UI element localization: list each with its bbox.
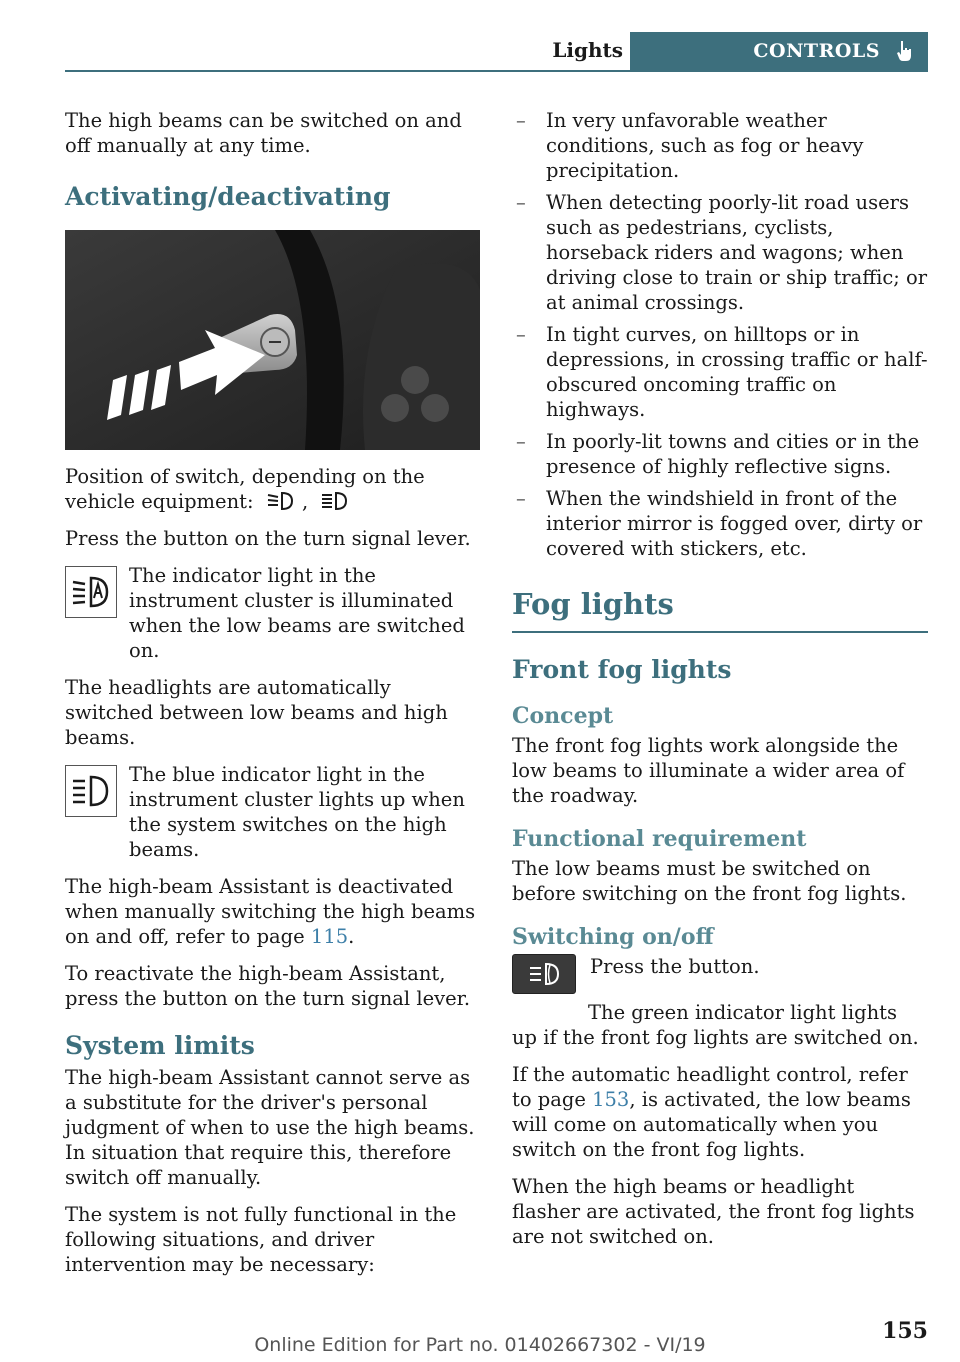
- heading-activating: Activating/deactivating: [65, 182, 391, 211]
- limits-paragraph-1: The high-beam Assistant cannot serve as a substitute for the driver's personal judgment of when to use the high beams. In situation that require this, therefore switch off manually.: [65, 1066, 475, 1189]
- list-item: – When the windshield in front of the interior mirror is fogged over, dirty or covered with stickers, etc.: [512, 486, 928, 561]
- page-header: [65, 32, 928, 72]
- pointing-hand-icon: [892, 39, 916, 63]
- list-item: – When detecting poorly-lit road users such as pedestrians, cyclists, horseback riders and wagons; when driving close to train or ship traffic; or at animal crossings.: [512, 190, 928, 315]
- press-button-paragraph: Press the button on the turn signal lever.: [65, 527, 471, 550]
- online-edition-note: Online Edition for Part no. 01402667302 - VI/19: [254, 1334, 706, 1356]
- turn-signal-lever-photo: [65, 230, 480, 450]
- limits-paragraph-2: The system is not fully functional in the following situations, and driver intervention may be necessary:: [65, 1203, 457, 1276]
- indicator-blue-text: The blue indicator light in the instrument cluster lights up when the system switches on the high beams.: [129, 763, 465, 861]
- left-column: [65, 108, 483, 1289]
- indicator-blue-block: [65, 762, 483, 862]
- indicator-low-beam-block: [65, 563, 483, 663]
- page-footer: [0, 1318, 960, 1362]
- page-link-115[interactable]: 115: [310, 925, 349, 948]
- heading-fog-lights: Fog lights: [512, 587, 928, 633]
- header-chapter-tab: [630, 32, 928, 70]
- page-link-153[interactable]: 153: [592, 1088, 630, 1111]
- high-beam-icon: [320, 490, 350, 512]
- front-fog-light-button[interactable]: [512, 954, 576, 994]
- high-beam-assistant-indicator-icon: [65, 566, 117, 618]
- intro-paragraph: The high beams can be switched on and off manually at any time.: [65, 109, 462, 157]
- position-caption: Position of switch, depending on the vehicle equipment: ,: [65, 465, 425, 513]
- list-item: – In very unfavorable weather conditions, such as fog or heavy precipitation.: [512, 108, 928, 183]
- requirement-paragraph: The low beams must be switched on before switching on the front fog lights.: [512, 857, 907, 905]
- right-column: [512, 108, 928, 1261]
- list-item: – In tight curves, on hilltops or in depressions, in crossing traffic or half-obscured oncoming traffic on highways.: [512, 322, 928, 422]
- auto-headlight-paragraph: If the automatic headlight control, refer to page 153, is activated, the low beams will come on automatically when you switch on the front fog lights.: [512, 1063, 911, 1161]
- heading-system-limits: System limits: [65, 1031, 255, 1060]
- header-chapter-label: CONTROLS: [753, 40, 880, 62]
- green-indicator-paragraph: The green indicator light lights up if the front fog lights are switched on.: [512, 1001, 919, 1049]
- heading-switching: Switching on/off: [512, 924, 714, 950]
- press-button-text: Press the button.: [590, 955, 760, 978]
- indicator-low-beam-text: The indicator light in the instrument cluster is illuminated when the low beams are switched on.: [129, 564, 465, 662]
- fog-light-icon: [526, 961, 562, 987]
- heading-functional-requirement: Functional requirement: [512, 826, 807, 852]
- high-beam-assistant-icon: [266, 490, 296, 512]
- header-rule: [65, 70, 928, 72]
- auto-switch-paragraph: The headlights are automatically switched between low beams and high beams.: [65, 676, 448, 749]
- limits-bullet-list: [512, 108, 928, 561]
- heading-concept: Concept: [512, 703, 614, 729]
- deactivated-paragraph: The high-beam Assistant is deactivated when manually switching the high beams on and off, refer to page 115.: [65, 875, 476, 948]
- high-beams-paragraph: When the high beams or headlight flasher are activated, the front fog lights are not switched on.: [512, 1175, 915, 1248]
- concept-paragraph: The front fog lights work alongside the low beams to illuminate a wider area of the roadway.: [512, 734, 905, 807]
- high-beam-indicator-icon: [65, 765, 117, 817]
- fog-button-row: [512, 954, 928, 994]
- list-item: – In poorly-lit towns and cities or in the presence of highly reflective signs.: [512, 429, 928, 479]
- page-number: 155: [882, 1318, 928, 1344]
- header-section-title: Lights: [552, 38, 623, 62]
- reactivate-paragraph: To reactivate the high-beam Assistant, press the button on the turn signal lever.: [65, 962, 471, 1010]
- heading-front-fog-lights: Front fog lights: [512, 655, 732, 684]
- lever-illustration: [65, 230, 480, 450]
